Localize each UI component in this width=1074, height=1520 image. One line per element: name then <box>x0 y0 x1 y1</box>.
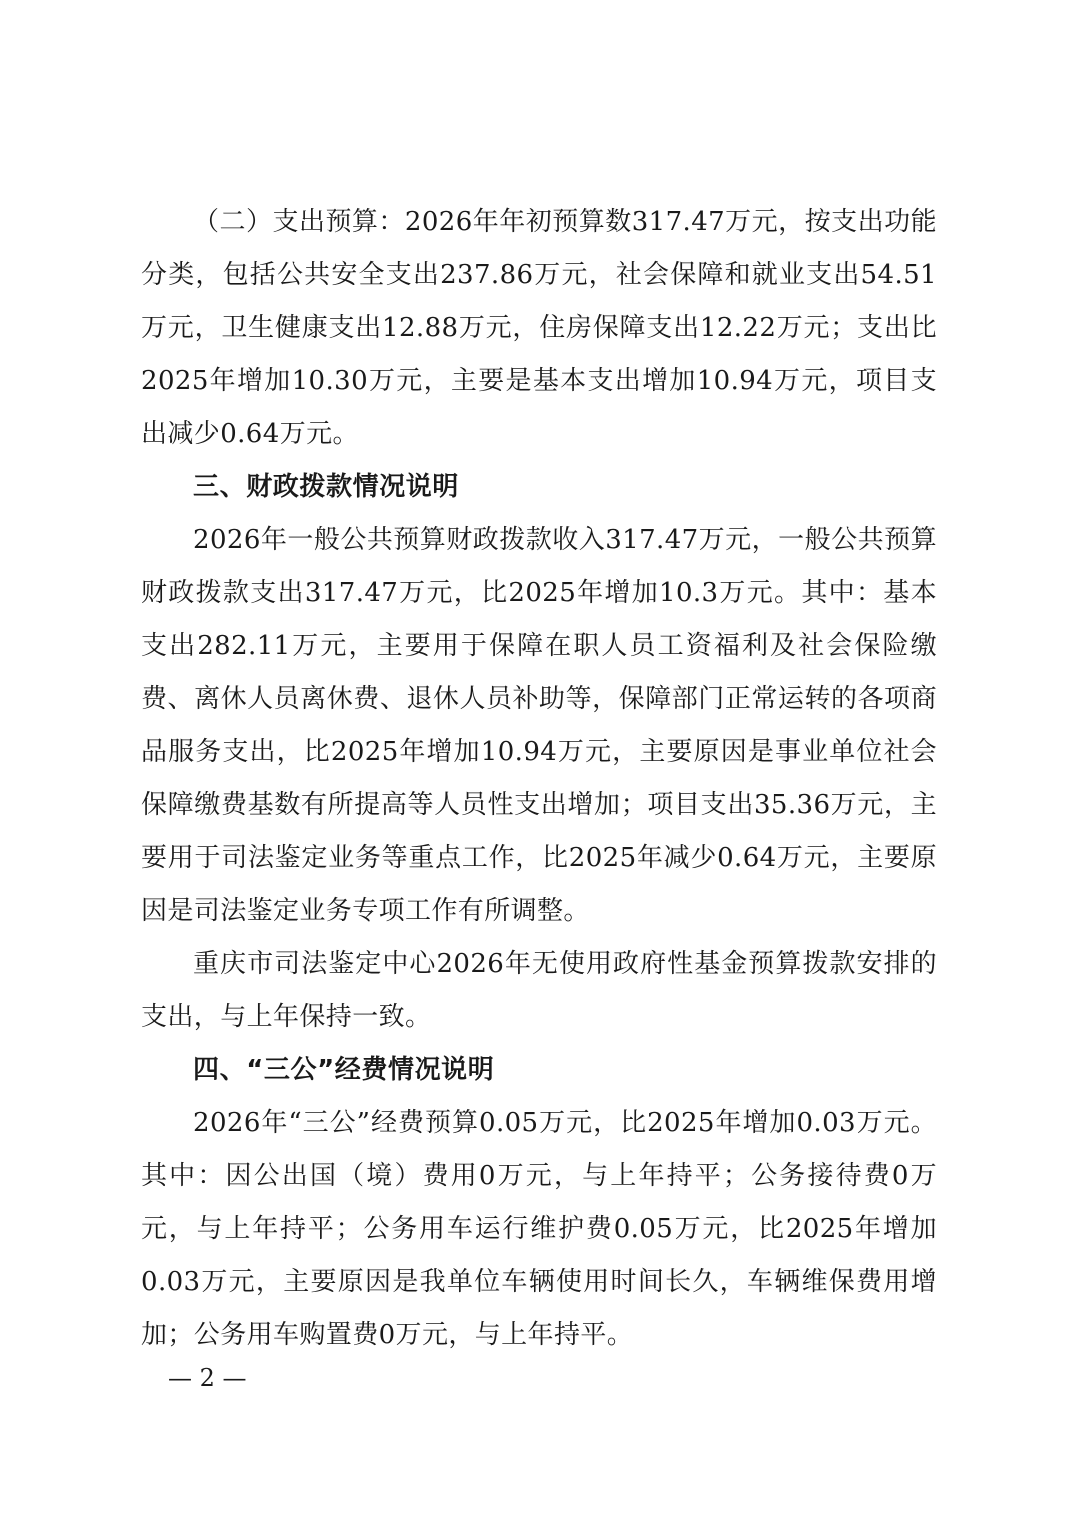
paragraph-fiscal-appropriation: 2026年一般公共预算财政拨款收入317.47万元，一般公共预算财政拨款支出317.47万元，比2025年增加10.3万元。其中：基本支出282.11万元，主要用于保障在职人员工资福利及社会保险缴费、离休人员离休费、退休人员补助等，保障部门正常运转的各项商品服务支出，比2025年增加10.94万元，主要原因是事业单位社会保障缴费基数有所提高等人员性支出增加；项目支出35.36万元，主要用于司法鉴定业务等重点工作，比2025年减少0.64万元，主要原因是司法鉴定业务专项工作有所调整。 <box>141 525 937 926</box>
page-number: — 2 — <box>168 1364 247 1392</box>
paragraph-three-public-expenses: 2026年“三公”经费预算0.05万元，比2025年增加0.03万元。其中：因公出国（境）费用0万元，与上年持平；公务接待费0万元，与上年持平；公务用车运行维护费0.05万元，比2025年增加0.03万元，主要原因是我单位车辆使用时间长久，车辆维保费用增加；公务用车购置费0万元，与上年持平。 <box>141 1108 937 1350</box>
heading-section-three: 三、财政拨款情况说明 <box>193 472 460 502</box>
document-body <box>141 196 937 1362</box>
paragraph-expenditure-budget: （二）支出预算：2026年年初预算数317.47万元，按支出功能分类，包括公共安全支出237.86万元，社会保障和就业支出54.51万元，卫生健康支出12.88万元，住房保障支出12.22万元；支出比2025年增加10.30万元，主要是基本支出增加10.94万元，项目支出减少0.64万元。 <box>141 207 937 449</box>
heading-section-four: 四、“三公”经费情况说明 <box>193 1055 495 1085</box>
paragraph-government-fund: 重庆市司法鉴定中心2026年无使用政府性基金预算拨款安排的支出，与上年保持一致。 <box>141 949 937 1032</box>
